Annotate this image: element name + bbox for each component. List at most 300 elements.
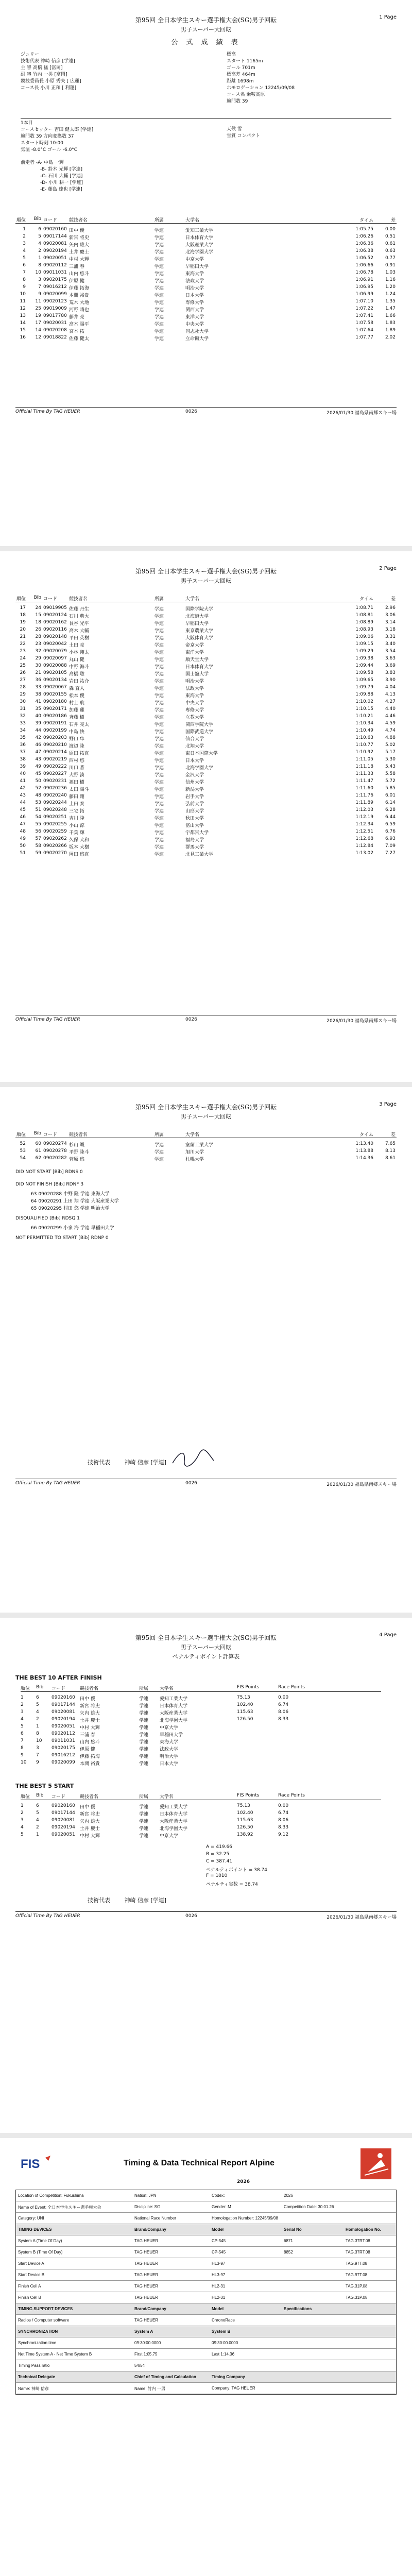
code-cell: 09020067 [43, 685, 67, 690]
bib-cell: 58 [35, 843, 41, 849]
course-line: 標高差 464m [227, 72, 255, 77]
footer-date: 2026/01/30 福島県南郷スキー場 [327, 1019, 397, 1024]
diff-cell: 5.85 [385, 786, 396, 791]
race-cell: 8.06 [278, 1709, 289, 1715]
club-cell: 日本体育大学 [160, 1704, 188, 1709]
time-cell: 1:09.44 [355, 663, 373, 668]
nat-cell: 学連 [154, 264, 164, 269]
code-cell: 09020180 [43, 699, 67, 704]
name-cell: 石井 亮太 [69, 722, 89, 727]
time-cell: 1:09.88 [355, 692, 373, 697]
diff-cell: 3.31 [385, 634, 396, 639]
calc-line: C = 387.41 [206, 1859, 233, 1864]
diff-cell: 1.89 [385, 328, 396, 333]
time-cell: 1:12.84 [355, 843, 373, 849]
diff-cell: 4.13 [385, 692, 396, 697]
name-cell: 太田 陽斗 [69, 787, 89, 792]
nat-cell: 学連 [154, 693, 164, 699]
nat-cell: 学連 [154, 838, 164, 843]
diff-cell: 0.00 [385, 227, 396, 232]
tdr-cell: CP-545 [212, 2250, 226, 2255]
fis-cell: 126.50 [237, 1825, 253, 1830]
code-cell: 09020105 [43, 670, 67, 675]
tdr-row [16, 2235, 396, 2247]
time-cell: 1:10.15 [355, 706, 373, 711]
bib-cell: 49 [35, 764, 41, 769]
time-cell: 1:09.06 [355, 634, 373, 639]
result-row [15, 750, 397, 756]
penalty-row [21, 1738, 381, 1745]
calc-line: B = 32.25 [206, 1852, 230, 1857]
nat-cell: 学連 [139, 1733, 149, 1738]
nat-cell: 学連 [139, 1718, 149, 1723]
penalty-title: ペナルティポイント計算表 [172, 1653, 240, 1660]
diff-cell: 3.18 [385, 627, 396, 632]
name-cell: 高橋 聡 [69, 672, 84, 677]
result-row [15, 771, 397, 778]
code-cell: 09020194 [52, 1825, 75, 1830]
time-cell: 1:10.49 [355, 728, 373, 733]
nat-cell: 学連 [154, 250, 164, 255]
name-cell: 矢内 雄大 [80, 1819, 100, 1824]
rank-cell: 32 [20, 714, 26, 719]
rank-cell: 43 [20, 793, 26, 798]
result-row [15, 793, 397, 800]
name-cell: 平田 英樹 [69, 636, 89, 641]
nat-cell: 学連 [139, 1834, 149, 1839]
club-cell: 弘前大学 [185, 802, 204, 807]
time-cell: 1:09.65 [355, 677, 373, 683]
diff-cell: 6.59 [385, 822, 396, 827]
tdr-cell: HL3-97 [212, 2261, 226, 2266]
name-cell: 小山 涼 [69, 823, 84, 828]
fis-cell: 115.63 [237, 1818, 253, 1823]
code-cell: 09016212 [52, 1753, 75, 1758]
bib-cell: 53 [35, 800, 41, 805]
result-row [15, 634, 397, 641]
club-cell: 国際学院大学 [185, 607, 214, 612]
tdr-cell: Radios / Computer software [18, 2318, 70, 2323]
rank-cell: 15 [20, 328, 26, 333]
rank-cell: 53 [20, 1148, 26, 1154]
tdr-cell: Net Time System A - Net Time System B [18, 2352, 92, 2357]
course-line: 距離 1698m [227, 79, 254, 84]
bib-cell: 28 [35, 634, 41, 639]
code-cell: 09020274 [43, 1141, 67, 1146]
bib-cell: 6 [36, 1803, 39, 1808]
name-cell: 中野 海斗 [69, 665, 89, 670]
time-cell: 1:09.58 [355, 670, 373, 675]
timing-credit: Official Time By TAG HEUER [15, 1017, 80, 1022]
tdr-row [16, 2337, 396, 2349]
penalty-row [21, 1695, 381, 1702]
rank-cell: 7 [23, 270, 26, 275]
bib-cell: 5 [36, 1702, 39, 1707]
nat-cell: 学連 [154, 686, 164, 691]
tdr-cell: Model [212, 2307, 224, 2311]
diff-cell: 6.28 [385, 807, 396, 812]
nat-cell: 学連 [154, 816, 164, 821]
time-cell: 1:07.41 [355, 313, 373, 318]
time-cell: 1:07.22 [355, 306, 373, 311]
diff-cell: 0.51 [385, 234, 396, 239]
diff-cell: 3.14 [385, 620, 396, 625]
rank-cell: 17 [20, 605, 26, 611]
name-cell: 矢内 雄大 [80, 1711, 100, 1716]
jury-line: 副 審 竹内 一男 [富岡] [21, 72, 67, 77]
rank-cell: 21 [20, 634, 26, 639]
start-time: スタート時刻 10:00 [21, 141, 63, 146]
discipline-title: 男子スーパー大回転 [181, 26, 231, 33]
race-cell: 8.33 [278, 1717, 289, 1722]
diff-cell: 2.02 [385, 335, 396, 340]
page-number: 2 Page [379, 566, 397, 571]
code-cell: 09020155 [43, 692, 67, 697]
result-row [15, 822, 397, 828]
rank-cell: 14 [20, 320, 26, 326]
club-cell: 愛知工業大学 [160, 1805, 188, 1810]
rank-cell: 20 [20, 627, 26, 632]
col-race: Race Points [278, 1685, 305, 1690]
tdr-cell: Nation: JPN [134, 2193, 157, 2198]
rank-cell: 22 [20, 641, 26, 647]
tdr-cell: CP-545 [212, 2239, 226, 2243]
name-cell: 野口 隼 [69, 737, 84, 742]
diff-cell: 2.96 [385, 605, 396, 611]
name-cell: 新宮 将史 [80, 1812, 100, 1817]
bib-cell: 11 [35, 299, 41, 304]
penalty-column-header [21, 1685, 381, 1692]
nat-cell: 学連 [154, 766, 164, 771]
calc-line: ペナルティポイント = 38.74 [206, 1868, 267, 1873]
tdr-cell: System A (Time Of Day) [18, 2239, 62, 2243]
diff-cell: 1.16 [385, 277, 396, 282]
result-row [15, 764, 397, 771]
tdr-cell: TAG.31P.08 [346, 2284, 368, 2289]
jury-block [21, 52, 81, 92]
bib-cell: 61 [35, 1148, 41, 1154]
fis-cell: 75.13 [237, 1695, 250, 1700]
rank-cell: 36 [20, 742, 26, 748]
signature-line [88, 1458, 166, 1466]
nat-cell: 学連 [139, 1812, 149, 1817]
penalty-row [21, 1702, 381, 1709]
code-cell: 09020175 [43, 277, 67, 282]
course-line: ホモロゲーション 12245/09/08 [227, 86, 295, 91]
col-rank: 順位 [21, 1794, 30, 1800]
bib-cell: 57 [35, 836, 41, 841]
result-row [15, 292, 397, 298]
course-line: 旗門数 39 [227, 99, 248, 104]
bib-cell: 29 [35, 656, 41, 661]
tdr-cell: Codex: [212, 2193, 225, 2198]
penalty-row [21, 1818, 381, 1824]
name-cell: 菅原 悠 [69, 1157, 84, 1162]
club-cell: 早稲田大学 [185, 264, 209, 269]
diff-cell: 3.63 [385, 656, 396, 661]
nat-cell: 学連 [139, 1754, 149, 1759]
time-cell: 1:06.52 [355, 256, 373, 261]
race-cell: 9.12 [278, 1832, 289, 1837]
time-cell: 1:07.10 [355, 299, 373, 304]
tdr-cell: Specifications [284, 2307, 312, 2311]
club-cell: 北翔大学 [185, 744, 204, 749]
rank-cell: 9 [21, 1753, 24, 1758]
page-number: 1 Page [379, 14, 397, 20]
diff-cell: 5.02 [385, 742, 396, 748]
code-cell: 09020208 [43, 328, 67, 333]
club-cell: 日本体育大学 [185, 235, 214, 241]
col-rank: 順位 [16, 597, 26, 602]
code-cell: 09020259 [43, 829, 67, 834]
rank-cell: 5 [21, 1832, 24, 1837]
name-cell: 小林 翔太 [69, 650, 89, 655]
name-cell: 土田 亮 [69, 643, 84, 648]
code-cell: 09017780 [43, 313, 67, 318]
diff-cell: 1.35 [385, 299, 396, 304]
club-cell: 法政大学 [160, 1747, 179, 1752]
diff-cell: 4.27 [385, 699, 396, 704]
name-cell: 杉山 颯 [69, 1143, 84, 1148]
code-cell: 09020112 [43, 263, 67, 268]
nat-cell: 学連 [139, 1819, 149, 1824]
tdr-cell: Company: TAG HEUER [212, 2386, 255, 2391]
course-line: スタート 1165m [227, 59, 263, 64]
diff-cell: 3.54 [385, 649, 396, 654]
bib-cell: 3 [36, 1745, 39, 1751]
rank-cell: 37 [20, 750, 26, 755]
time-cell: 1:11.18 [355, 764, 373, 769]
bib-cell: 10 [35, 270, 41, 275]
code-cell: 09020134 [43, 677, 67, 683]
nat-cell: 学連 [154, 322, 164, 327]
bib-cell: 2 [38, 248, 41, 253]
dnf-entry: 66 09020299 小泉 海 学連 早稲田大学 [31, 1226, 114, 1231]
nat-cell: 学連 [154, 629, 164, 634]
tdr-cell: 54/54 [134, 2363, 145, 2368]
rank-cell: 26 [20, 670, 26, 675]
result-row [15, 843, 397, 850]
nat-cell: 学連 [154, 257, 164, 262]
diff-cell: 8.61 [385, 1156, 396, 1161]
diff-cell: 1.47 [385, 306, 396, 311]
rank-cell: 18 [20, 613, 26, 618]
diff-cell: 1.24 [385, 292, 396, 297]
tdr-cell: TIMING DEVICES [18, 2227, 52, 2232]
bib-cell: 47 [35, 750, 41, 755]
bib-cell: 1 [36, 1832, 39, 1837]
tdr-cell: Technical Delegate [18, 2375, 55, 2379]
nat-cell: 学連 [154, 701, 164, 706]
col-club: 大学名 [160, 1686, 174, 1691]
name-cell: 佐藤 健太 [69, 336, 89, 342]
name-cell: 佐藤 丹生 [69, 607, 89, 612]
tdr-cell: TAG HEUER [134, 2318, 159, 2323]
time-cell: 1:13.88 [355, 1148, 373, 1154]
nat-cell: 学連 [154, 607, 164, 612]
col-fis: FIS Points [237, 1685, 260, 1690]
code-cell: 09019905 [43, 605, 67, 611]
code-cell: 09020191 [43, 721, 67, 726]
result-row [15, 241, 397, 248]
page-number: 4 Page [379, 1632, 397, 1638]
code-cell: 09018822 [43, 335, 67, 340]
bib-cell: 55 [35, 822, 41, 827]
result-row [15, 778, 397, 785]
club-cell: 岩手大学 [185, 794, 204, 800]
col-bib: Bib [33, 216, 41, 222]
result-row [15, 335, 397, 342]
event-title: 第95回 全日本学生スキー選手権大会(SG)男子回転 [135, 1104, 277, 1111]
tdr-row [16, 2247, 396, 2258]
discipline-title: 男子スーパー大回転 [181, 578, 231, 584]
time-cell: 1:06.66 [355, 263, 373, 268]
rank-cell: 50 [20, 843, 26, 849]
rank-cell: 45 [20, 807, 26, 812]
time-cell: 1:07.64 [355, 328, 373, 333]
time-cell: 1:12.34 [355, 822, 373, 827]
penalty-row [21, 1825, 381, 1832]
bib-cell: 4 [36, 1709, 39, 1715]
name-cell: 渡辺 陸 [69, 744, 84, 749]
tdr-row [16, 2371, 396, 2383]
time-cell: 1:09.15 [355, 641, 373, 647]
diff-cell: 7.09 [385, 843, 396, 849]
time-cell: 1:06.99 [355, 292, 373, 297]
code-cell: 09020248 [43, 807, 67, 812]
bib-cell: 19 [35, 313, 41, 318]
result-row [15, 815, 397, 821]
col-code: コード [43, 1132, 58, 1138]
diff-cell: 5.58 [385, 771, 396, 776]
code-cell: 09020219 [43, 757, 67, 762]
nat-cell: 学連 [154, 614, 164, 619]
footer-date: 2026/01/30 福島県南郷スキー場 [327, 411, 397, 416]
code-cell: 09020199 [43, 728, 67, 733]
nat-cell: 学連 [154, 780, 164, 785]
club-cell: 富山大学 [185, 823, 204, 828]
result-row [15, 663, 397, 670]
code-cell: 09020160 [52, 1695, 75, 1700]
jury-line: コース長 小川 正和 [ 利運] [21, 86, 77, 91]
tdr-cell: HL2-31 [212, 2284, 226, 2289]
club-cell: 中央大学 [185, 322, 204, 327]
time-cell: 1:06.36 [355, 241, 373, 246]
col-name: 競技者名 [69, 1132, 88, 1138]
penalty-column-header [21, 1793, 381, 1800]
penalty-row [21, 1717, 381, 1723]
result-row [15, 656, 397, 663]
bib-cell: 5 [38, 234, 41, 239]
code-cell: 09020278 [43, 1148, 67, 1154]
name-cell: 原田 拓真 [69, 751, 89, 756]
bib-cell: 17 [35, 320, 41, 326]
result-row [15, 757, 397, 764]
diff-cell: 1.66 [385, 313, 396, 318]
code-cell: 09020081 [52, 1818, 75, 1823]
tdr-cell: Homologation Number: 12245/09/08 [212, 2216, 278, 2221]
rank-cell: 6 [21, 1731, 24, 1736]
code-cell: 09016212 [43, 284, 67, 290]
col-club: 大学名 [185, 218, 200, 223]
col-club: 大学名 [160, 1794, 174, 1800]
rank-cell: 5 [21, 1724, 24, 1729]
rank-cell: 2 [21, 1702, 24, 1707]
col-time: タイム [359, 1132, 373, 1138]
penalty-row [21, 1731, 381, 1738]
nat-cell: 学連 [154, 751, 164, 756]
bib-cell: 59 [35, 851, 41, 856]
tdr-cell: SYNCHRONIZATION [18, 2329, 58, 2334]
bib-cell: 14 [35, 328, 41, 333]
name-cell: 千葉 輝 [69, 831, 84, 836]
club-cell: 明治大学 [185, 286, 204, 291]
time-cell: 1:10.63 [355, 735, 373, 740]
club-cell: 立命館大学 [185, 336, 209, 342]
code-cell: 09020194 [52, 1717, 75, 1722]
name-cell: 福田 樹 [69, 780, 84, 785]
bib-cell: 50 [35, 778, 41, 784]
dnf-section-label: DISQUALIFIED [Bib] RDSQ 1 [15, 1216, 80, 1221]
name-cell: 土井 慶士 [80, 1718, 100, 1723]
diff-cell: 4.59 [385, 721, 396, 726]
nat-cell: 学連 [154, 1143, 164, 1148]
result-row [15, 248, 397, 255]
club-cell: 大阪産業大学 [160, 1819, 188, 1824]
diff-cell: 3.83 [385, 670, 396, 675]
tdr-codex: 2026 [237, 2179, 250, 2184]
penalty-row [21, 1724, 381, 1731]
weather: 天候 雪 [227, 127, 242, 132]
name-cell: 長谷 光平 [69, 621, 89, 626]
rank-cell: 1 [21, 1803, 24, 1808]
nat-cell: 学連 [154, 809, 164, 814]
tdr-row [16, 2383, 396, 2394]
name-cell: 伊藤 拓海 [80, 1754, 100, 1759]
results-sheet-page-3 [0, 1087, 412, 1613]
diff-cell: 6.93 [385, 836, 396, 841]
time-cell: 1:07.77 [355, 335, 373, 340]
club-cell: 立教大学 [185, 715, 204, 720]
club-cell: 北海学園大学 [160, 1826, 188, 1832]
tdr-cell: System B [212, 2329, 231, 2334]
race-cell: 6.74 [278, 1810, 289, 1816]
rank-cell: 41 [20, 778, 26, 784]
club-cell: 東洋大学 [185, 315, 204, 320]
time-cell: 1:11.60 [355, 786, 373, 791]
result-row [15, 1156, 397, 1162]
tdr-cell: Start Device A [18, 2261, 44, 2266]
diff-cell: 0.91 [385, 263, 396, 268]
penalty-row [21, 1745, 381, 1752]
result-row [15, 714, 397, 720]
club-cell: 中央大学 [185, 701, 204, 706]
result-row [15, 234, 397, 241]
result-row [15, 284, 397, 291]
club-cell: 新潟大学 [185, 787, 204, 792]
name-cell: 高木 大輔 [69, 629, 89, 634]
calc-line: A = 419.66 [206, 1844, 232, 1850]
tdr-cell: TAG.97T.08 [346, 2261, 368, 2266]
penalty-sheet-page-4 [0, 1618, 412, 2133]
tdr-row [16, 2258, 396, 2269]
club-cell: 東洋大学 [185, 650, 204, 655]
tdr-cell: Timing Pass ratio [18, 2363, 50, 2368]
time-cell: 1:06.95 [355, 284, 373, 290]
bib-cell: 4 [36, 1818, 39, 1823]
diff-cell: 5.30 [385, 757, 396, 762]
club-cell: 日本体育大学 [185, 665, 214, 670]
